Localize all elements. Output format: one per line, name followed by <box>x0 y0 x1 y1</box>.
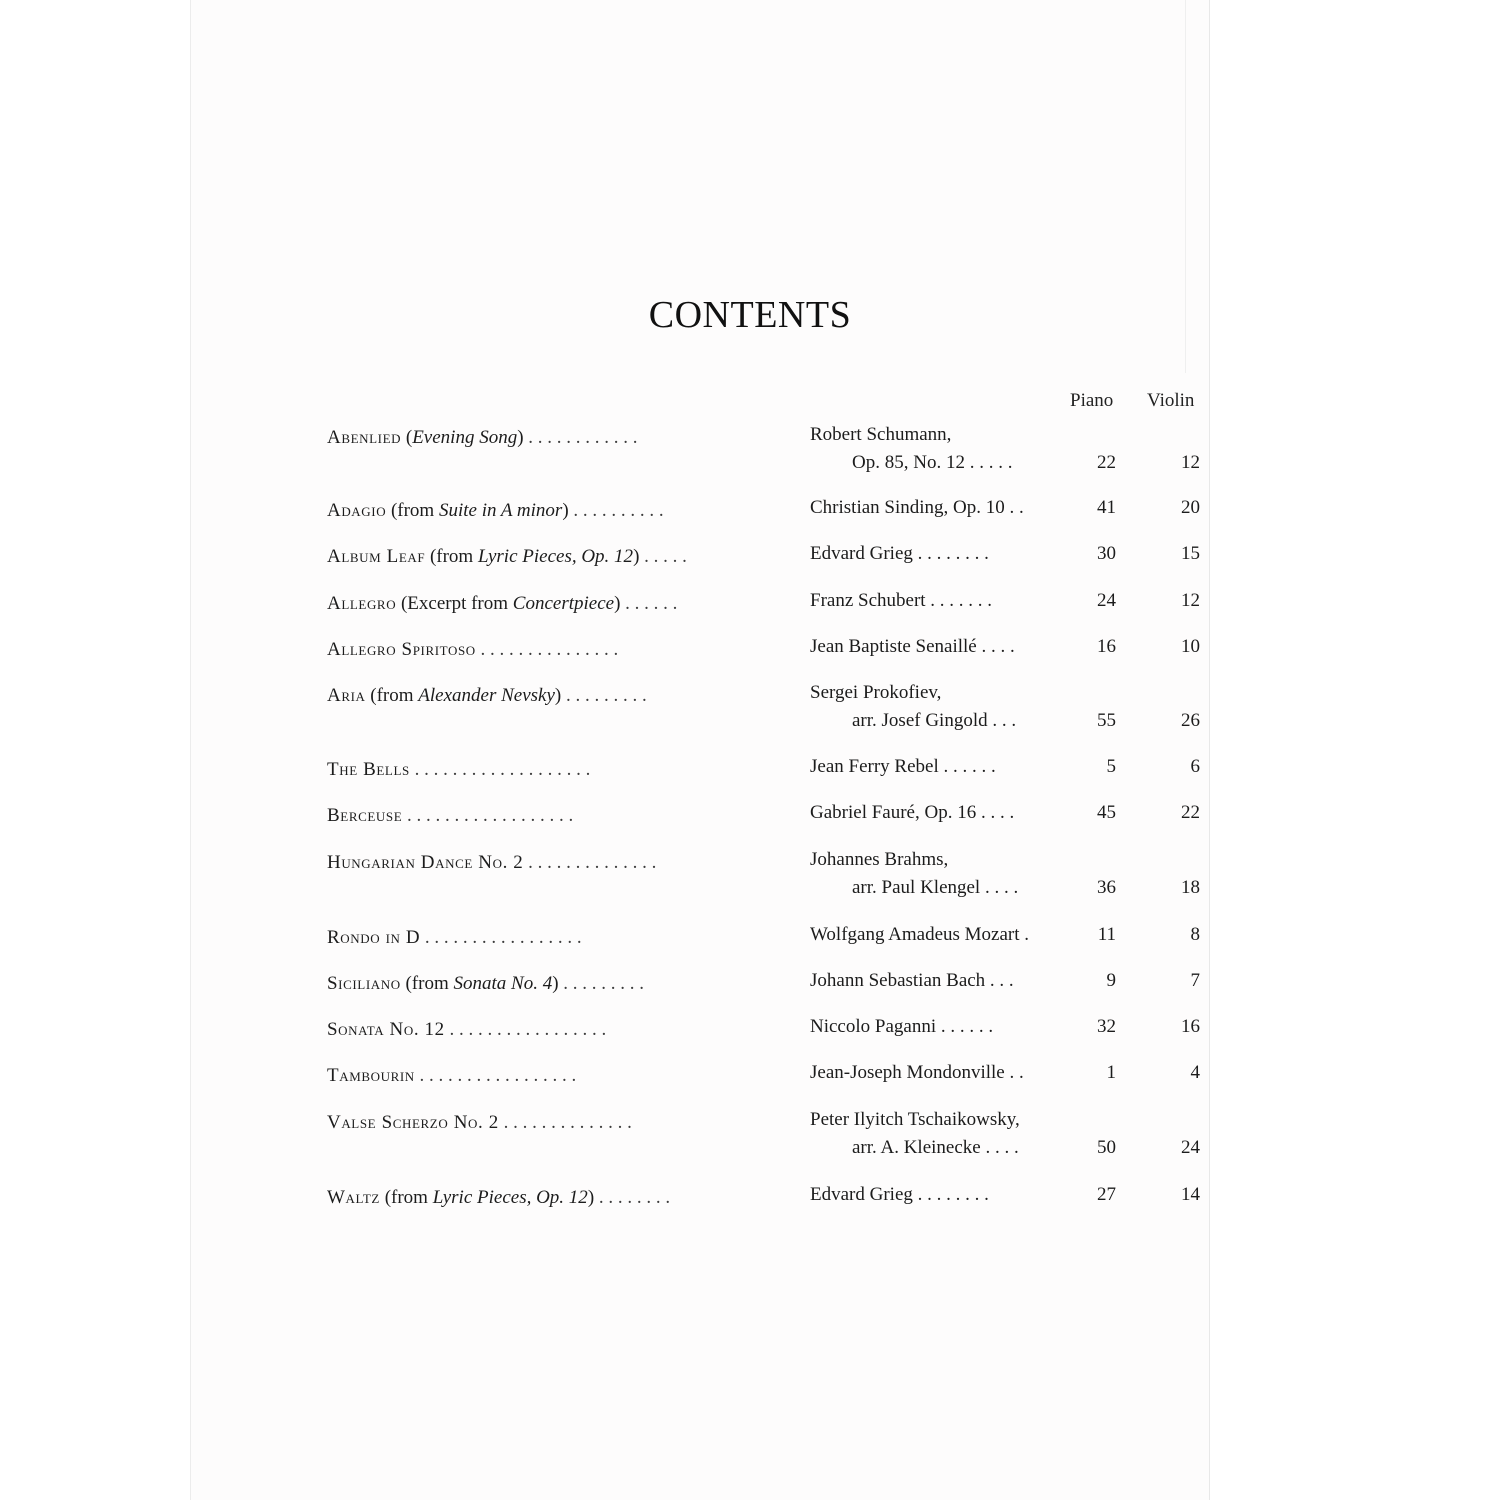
piece-title <box>327 1187 797 1209</box>
piece-name: Siciliano <box>327 973 401 994</box>
piece-name: Waltz <box>327 1187 380 1208</box>
piece-name: Valse Scherzo No. 2 <box>327 1112 499 1133</box>
leader-dots: . . . . . . . . . . . . . . . <box>475 639 619 660</box>
leader-dots: . . . . . . . . . <box>561 685 647 706</box>
piece-title <box>327 1019 797 1041</box>
composer: Edvard Grieg . . . . . . . . <box>810 1184 989 1205</box>
composer-detail: arr. Paul Klengel . . . . <box>852 877 1019 898</box>
piece-paren-open: (from <box>386 500 439 521</box>
piano-page: 11 <box>1097 924 1116 945</box>
piece-name: Rondo in D <box>327 927 421 948</box>
piece-name: Berceuse <box>327 805 403 826</box>
violin-page: 20 <box>1181 497 1200 518</box>
piece-title <box>327 852 797 874</box>
piece-paren-close: ) <box>554 685 562 706</box>
violin-page: 22 <box>1181 802 1200 823</box>
leader-dots: . . . . . . . . . . <box>568 500 664 521</box>
piece-paren-close: ) <box>562 500 569 521</box>
violin-page: 26 <box>1181 710 1200 731</box>
leader-dots: . . . . . . . . . . . . . . . . . <box>444 1019 607 1040</box>
leader-dots: . . . . . . . . . . . . . . . . . <box>414 1065 577 1086</box>
piece-name: Adagio <box>327 500 387 521</box>
toc-entry <box>0 849 1500 898</box>
toc-entry <box>0 636 1500 666</box>
toc-entry <box>0 924 1500 954</box>
piece-title <box>327 759 797 781</box>
piece-paren-close: ) <box>517 427 524 448</box>
piece-paren-close: ) <box>587 1187 595 1208</box>
piece-title <box>327 427 797 449</box>
piece-paren-close: ) <box>552 973 559 994</box>
piece-subtitle: Lyric Pieces, Op. 12 <box>477 546 634 567</box>
toc-entry <box>0 682 1500 731</box>
piano-page: 36 <box>1097 877 1116 898</box>
piece-title <box>327 927 797 949</box>
piano-page: 9 <box>1106 970 1116 991</box>
composer: Jean-Joseph Mondonville . . <box>810 1062 1024 1083</box>
page-title: CONTENTS <box>648 294 852 336</box>
piece-paren-open: (from <box>379 1187 433 1208</box>
violin-page: 14 <box>1181 1184 1200 1205</box>
toc-entry <box>0 424 1500 473</box>
piece-paren-close: ) <box>614 593 621 614</box>
violin-page: 10 <box>1181 636 1200 657</box>
toc-entry <box>0 970 1500 1000</box>
piece-paren-open: (from <box>400 973 454 994</box>
toc-entry <box>0 1109 1500 1158</box>
composer: Jean Baptiste Senaillé . . . . <box>810 636 1015 657</box>
leader-dots: . . . . . . . . . . . . . . <box>523 852 657 873</box>
violin-page: 12 <box>1181 590 1200 611</box>
composer: Wolfgang Amadeus Mozart . <box>810 924 1030 945</box>
toc-entry <box>0 756 1500 786</box>
piece-title <box>327 973 797 995</box>
composer: Peter Ilyitch Tschaikowsky, <box>810 1109 1020 1130</box>
composer: Jean Ferry Rebel . . . . . . <box>810 756 996 777</box>
piece-paren-open: ( <box>401 427 413 448</box>
piano-page: 22 <box>1097 452 1116 473</box>
piece-title <box>327 546 797 568</box>
piece-paren-open: (from <box>365 685 419 706</box>
piece-title <box>327 500 797 522</box>
toc-entry <box>0 590 1500 620</box>
toc-entry <box>0 1062 1500 1092</box>
violin-page: 4 <box>1190 1062 1200 1083</box>
composer-detail: arr. Josef Gingold . . . <box>852 710 1017 731</box>
violin-page: 7 <box>1190 970 1200 991</box>
composer: Johann Sebastian Bach . . . <box>810 970 1014 991</box>
piece-title <box>327 1112 797 1134</box>
composer: Edvard Grieg . . . . . . . . <box>810 543 989 564</box>
toc-entry <box>0 1016 1500 1046</box>
leader-dots: . . . . . <box>639 546 687 567</box>
piece-name: Sonata No. 12 <box>327 1019 445 1040</box>
piece-title <box>327 805 797 827</box>
toc-entry <box>0 543 1500 573</box>
piece-name: Allegro Spiritoso <box>327 639 476 660</box>
leader-dots: . . . . . . . . . . . . . . . . . . . <box>409 759 591 780</box>
page-sheet <box>190 0 1210 1500</box>
composer: Robert Schumann, <box>810 424 952 445</box>
piece-title <box>327 1065 797 1087</box>
piece-paren-close: ) <box>633 546 640 567</box>
piano-page: 30 <box>1097 543 1116 564</box>
toc-entry <box>0 1184 1500 1214</box>
piece-title <box>327 639 797 661</box>
violin-page: 16 <box>1181 1016 1200 1037</box>
piece-paren-open: (Excerpt from <box>396 593 513 614</box>
piano-page: 16 <box>1097 636 1116 657</box>
piano-page: 24 <box>1097 590 1116 611</box>
piece-subtitle: Lyric Pieces, Op. 12 <box>432 1187 588 1208</box>
leader-dots: . . . . . . . . <box>594 1187 671 1208</box>
composer: Franz Schubert . . . . . . . <box>810 590 993 611</box>
piano-page: 50 <box>1097 1137 1116 1158</box>
composer: Christian Sinding, Op. 10 . . <box>810 497 1024 518</box>
toc-entry <box>0 802 1500 832</box>
leader-dots: . . . . . . . . . . . . . . . . . <box>420 927 582 948</box>
composer-detail: arr. A. Kleinecke . . . . <box>852 1137 1019 1158</box>
piano-page: 32 <box>1097 1016 1116 1037</box>
piano-page: 5 <box>1106 756 1116 777</box>
leader-dots: . . . . . . . . . <box>558 973 645 994</box>
piece-name: Aria <box>327 685 366 706</box>
piece-subtitle: Evening Song <box>412 427 518 448</box>
leader-dots: . . . . . . . . . . . . . . <box>498 1112 632 1133</box>
composer: Gabriel Fauré, Op. 16 . . . . <box>810 802 1015 823</box>
piano-page: 55 <box>1097 710 1116 731</box>
piece-name: Hungarian Dance No. 2 <box>327 852 524 873</box>
piano-page: 41 <box>1097 497 1116 518</box>
piece-name: The Bells <box>327 759 410 780</box>
piece-name: Album Leaf <box>327 546 426 567</box>
violin-page: 8 <box>1190 924 1200 945</box>
piece-name: Tambourin <box>327 1065 415 1086</box>
column-header-violin: Violin <box>1147 390 1195 411</box>
violin-page: 6 <box>1190 756 1200 777</box>
composer: Niccolo Paganni . . . . . . <box>810 1016 994 1037</box>
piece-title <box>327 685 797 707</box>
piece-name: Abenlied <box>327 427 402 448</box>
violin-page: 12 <box>1181 452 1200 473</box>
piece-name: Allegro <box>327 593 397 614</box>
violin-page: 24 <box>1181 1137 1200 1158</box>
piece-subtitle: Alexander Nevsky <box>418 685 555 706</box>
piece-title <box>327 593 797 615</box>
piano-page: 27 <box>1097 1184 1116 1205</box>
piece-subtitle: Sonata No. 4 <box>453 973 553 994</box>
piano-page: 45 <box>1097 802 1116 823</box>
composer: Johannes Brahms, <box>810 849 949 870</box>
leader-dots: . . . . . . . . . . . . <box>523 427 638 448</box>
composer: Sergei Prokofiev, <box>810 682 942 703</box>
piece-subtitle: Concertpiece <box>512 593 615 614</box>
toc-entry <box>0 497 1500 527</box>
column-header-piano: Piano <box>1070 390 1114 411</box>
piece-subtitle: Suite in A minor <box>438 500 563 521</box>
leader-dots: . . . . . . <box>620 593 678 614</box>
violin-page: 15 <box>1181 543 1200 564</box>
piano-page: 1 <box>1106 1062 1116 1083</box>
composer-detail: Op. 85, No. 12 . . . . . <box>852 452 1013 473</box>
leader-dots: . . . . . . . . . . . . . . . . . . <box>402 805 574 826</box>
violin-page: 18 <box>1181 877 1200 898</box>
piece-paren-open: (from <box>425 546 478 567</box>
